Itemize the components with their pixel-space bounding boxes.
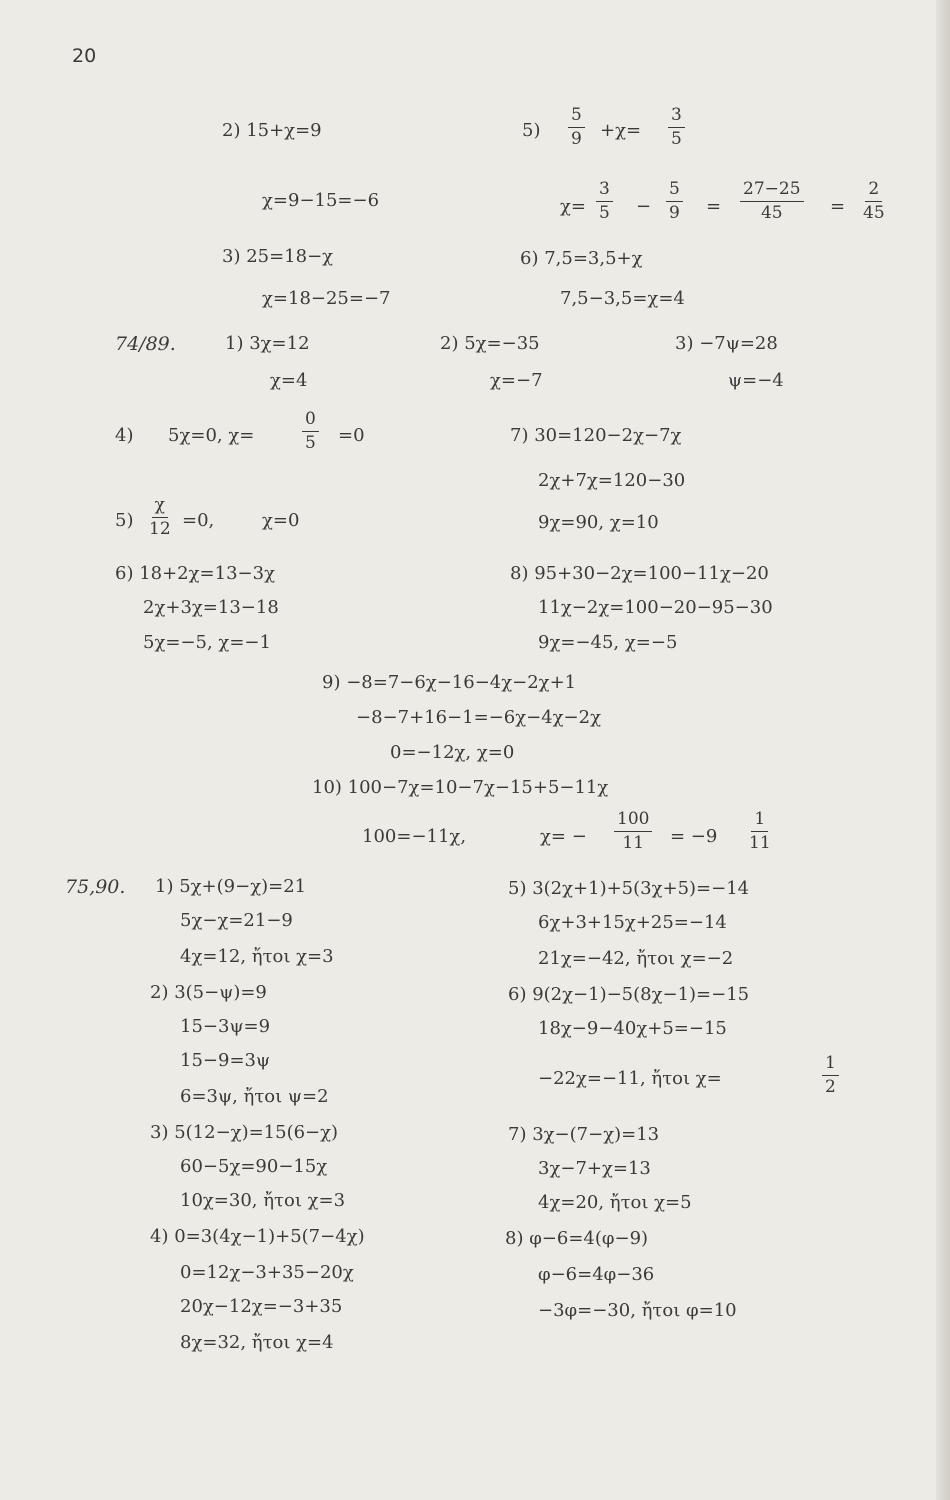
equation-line: 60−5χ=90−15χ [180, 1156, 328, 1177]
equation-line: −8−7+16−1=−6χ−4χ−2χ [356, 707, 601, 728]
equation-line: 10) 100−7χ=10−7χ−15+5−11χ [312, 777, 609, 798]
page-number: 20 [72, 45, 97, 67]
equation-line: 21χ=−42, ἤτοι χ=−2 [538, 948, 734, 969]
fraction: 3 5 [668, 106, 685, 149]
equation-line: 1) 5χ+(9−χ)=21 [155, 876, 307, 897]
equation-line: 5χ=−5, χ=−1 [143, 632, 271, 653]
equation-line: 2χ+3χ=13−18 [143, 597, 279, 618]
equation-part: =0 [338, 425, 365, 446]
equation-line: 6=3ψ, ἤτοι ψ=2 [180, 1086, 329, 1107]
equation-line: 15−3ψ=9 [180, 1016, 271, 1037]
equation-part: +χ= [600, 120, 642, 141]
equation-line: 2χ+7χ=120−30 [538, 470, 686, 491]
equation-line: 7,5−3,5=χ=4 [560, 288, 685, 309]
equation-line: 3) 5(12−χ)=15(6−χ) [150, 1122, 339, 1143]
equation-line: 6χ+3+15χ+25=−14 [538, 912, 727, 933]
equation-line: 4χ=20, ἤτοι χ=5 [538, 1192, 692, 1213]
equation-part: 5χ=0, χ= [168, 425, 255, 446]
equation-line: −3φ=−30, ἤτοι φ=10 [538, 1300, 737, 1321]
equation-label: 5) [522, 120, 541, 141]
equation-line: 11χ−2χ=100−20−95−30 [538, 597, 773, 618]
fraction: 27−25 45 [740, 180, 804, 223]
equation-part: =0, [182, 510, 215, 531]
fraction: 1 11 [749, 809, 771, 853]
equation-line: ψ=−4 [728, 370, 784, 391]
equation-part: = [706, 196, 722, 217]
equation-line: φ−6=4φ−36 [538, 1264, 655, 1285]
equation-line: 1) 3χ=12 [225, 333, 310, 354]
equation-line: χ=4 [270, 370, 308, 391]
equation-line: 0=−12χ, χ=0 [390, 742, 515, 763]
equation-line: 9χ=−45, χ=−5 [538, 632, 678, 653]
equation-part: − [636, 196, 652, 217]
equation-line: χ=9−15=−6 [262, 190, 380, 211]
equation-line: 9) −8=7−6χ−16−4χ−2χ+1 [322, 672, 577, 693]
equation-line: 4) 0=3(4χ−1)+5(7−4χ) [150, 1226, 365, 1247]
equation-line: 3χ−7+χ=13 [538, 1158, 651, 1179]
equation-line: 15−9=3ψ [180, 1050, 271, 1071]
equation-part: 100=−11χ, [362, 826, 467, 847]
equation-line: 4χ=12, ἤτοι χ=3 [180, 946, 334, 967]
equation-line: 7) 3χ−(7−χ)=13 [508, 1124, 660, 1145]
equation-label: 4) [115, 425, 134, 446]
equation-line: 7) 30=120−2χ−7χ [510, 425, 682, 446]
equation-line: 5χ−χ=21−9 [180, 910, 293, 931]
equation-line: 2) 5χ=−35 [440, 333, 540, 354]
equation-part: χ=0 [262, 510, 300, 531]
equation-part: χ= − [540, 826, 587, 847]
equation-line: 6) 9(2χ−1)−5(8χ−1)=−15 [508, 984, 750, 1005]
fraction: 5 9 [568, 106, 585, 149]
fraction: 3 5 [596, 180, 613, 223]
section-number: 75,90. [65, 876, 126, 898]
equation-line: χ=−7 [490, 370, 543, 391]
fraction: 5 9 [666, 180, 683, 223]
equation-line: 2) 15+χ=9 [222, 120, 322, 141]
equation-part: χ= [560, 196, 586, 217]
equation-line: 3) −7ψ=28 [675, 333, 778, 354]
equation-line: 2) 3(5−ψ)=9 [150, 982, 267, 1003]
equation-part: = [830, 196, 846, 217]
fraction: χ 12 [149, 495, 171, 539]
equation-line: 3) 25=18−χ [222, 246, 334, 267]
equation-line: 0=12χ−3+35−20χ [180, 1262, 354, 1283]
equation-line: 10χ=30, ἤτοι χ=3 [180, 1190, 346, 1211]
equation-part: = −9 [670, 826, 718, 847]
equation-line: 8) φ−6=4(φ−9) [505, 1228, 649, 1249]
fraction: 100 11 [614, 810, 652, 853]
equation-line: 9χ=90, χ=10 [538, 512, 659, 533]
section-number: 74/89. [115, 333, 176, 355]
equation-line: 8) 95+30−2χ=100−11χ−20 [510, 563, 769, 584]
equation-line: 8χ=32, ἤτοι χ=4 [180, 1332, 334, 1353]
page-edge-shadow [936, 0, 950, 1500]
equation-line: 18χ−9−40χ+5=−15 [538, 1018, 727, 1039]
fraction: 2 45 [863, 179, 885, 223]
equation-part: −22χ=−11, ἤτοι χ= [538, 1068, 722, 1089]
fraction: 1 2 [822, 1054, 839, 1097]
equation-label: 5) [115, 510, 134, 531]
equation-line: 6) 7,5=3,5+χ [520, 248, 643, 269]
equation-line: 5) 3(2χ+1)+5(3χ+5)=−14 [508, 878, 750, 899]
equation-line: χ=18−25=−7 [262, 288, 391, 309]
equation-line: 6) 18+2χ=13−3χ [115, 563, 275, 584]
fraction: 0 5 [302, 410, 319, 453]
equation-line: 20χ−12χ=−3+35 [180, 1296, 343, 1317]
